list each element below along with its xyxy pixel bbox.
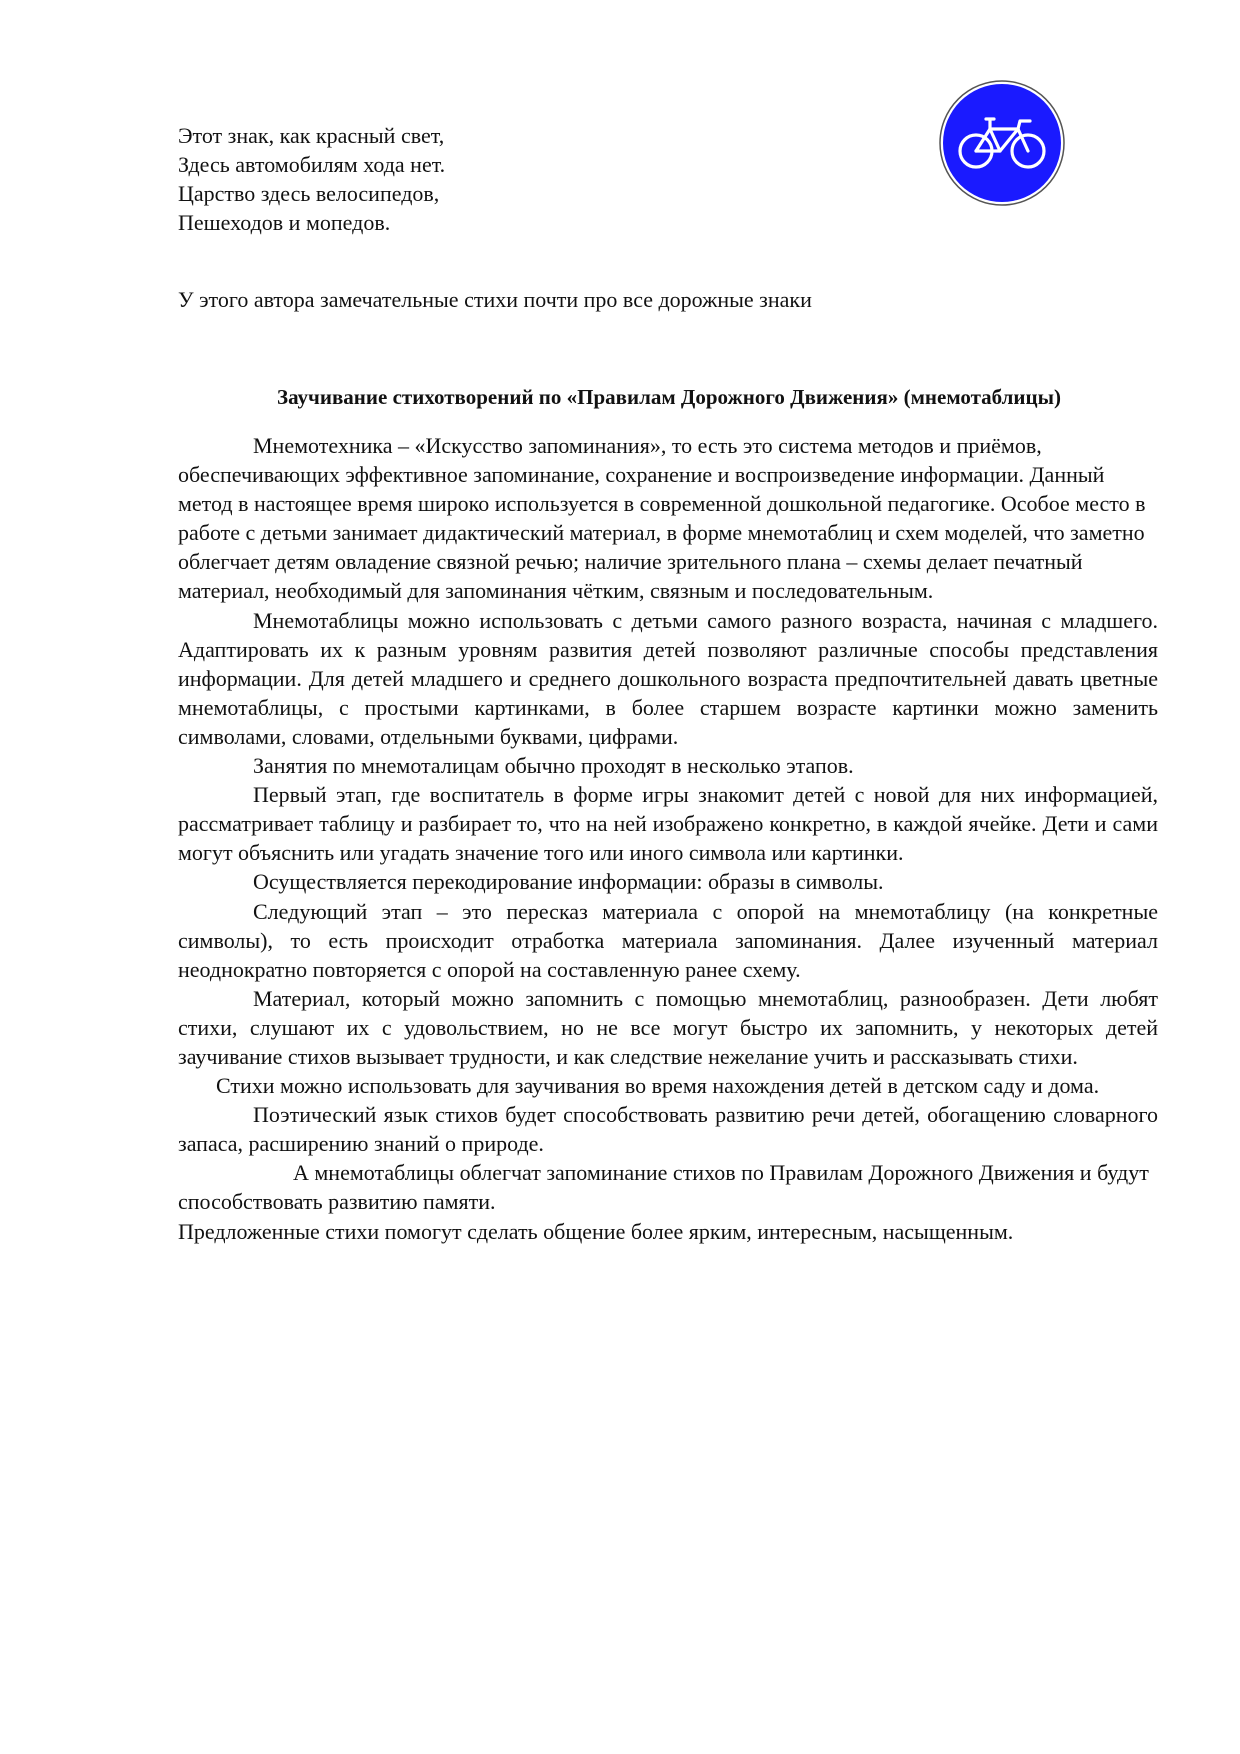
paragraph: Мнемотаблицы можно использовать с детьми самого разного возраста, начиная с младшего. Адаптировать их к разным уровням развития детей позволяют различные способы представления информации. Для детей младшего и среднего дошкольного возраста предпочтительней давать цветные мнемотаблицы, с простыми картинками, в более старшем возрасте картинки можно заменить символами, словами, отдельными буквами, цифрами. — [178, 607, 1158, 749]
poem-line: Царство здесь велосипедов, — [178, 181, 440, 206]
poem-line: Здесь автомобилям хода нет. — [178, 152, 446, 177]
paragraph: Предложенные стихи помогут сделать общение более ярким, интересным, насыщенным. — [178, 1218, 1014, 1244]
body-text — [178, 431, 1158, 1246]
paragraph: Стихи можно использовать для заучивания во время нахождения детей в детском саду и дома. — [216, 1073, 1100, 1099]
paragraph: Мнемотехника – «Искусство запоминания», то есть это система методов и приёмов, обеспечивающих эффективное запоминание, сохранение и воспроизведение информации. Данный метод в настоящее время широко используется в современной дошкольной педагогике. Особое место в работе с детьми занимает дидактический материал, в форме мнемотаблиц и схем моделей, что заметно облегчает детям овладение связной речью; наличие зрительного плана – схемы делает печатный материал, необходимый для запоминания чётким, связным и последовательным. — [178, 433, 1146, 604]
paragraph: Занятия по мнемоталицам обычно проходят в несколько этапов. — [253, 753, 854, 779]
paragraph: Материал, который можно запомнить с помощью мнемотаблиц, разнообразен. Дети любят стихи, слушают их с удовольствием, но не все могут быстро их запомнить, у некоторых детей заучивание стихов вызывает трудности, и как следствие нежелание учить и рассказывать стихи. — [178, 985, 1158, 1069]
poem — [178, 121, 445, 237]
paragraph: Следующий этап – это пересказ материала с опорой на мнемотаблицу (на конкретные символы), то есть происходит отработка материала запоминания. Далее изученный материал неоднократно повторяется с опорой на составленную ранее схему. — [178, 898, 1158, 982]
poem-line: Этот знак, как красный свет, — [178, 123, 445, 148]
paragraph: Осуществляется перекодирование информации: образы в символы. — [253, 869, 884, 895]
author-note: У этого автора замечательные стихи почти про все дорожные знаки — [178, 287, 812, 312]
paragraph: А мнемотаблицы облегчат запоминание стихов по Правилам Дорожного Движения и будут способствовать развитию памяти. — [178, 1160, 1149, 1215]
paragraph: Первый этап, где воспитатель в форме игры знакомит детей с новой для них информацией, рассматривает таблицу и разбирает то, что на ней изображено конкретно, в каждой ячейке. Дети и сами могут объяснить или угадать значение того или иного символа или картинки. — [178, 782, 1158, 866]
paragraph: Поэтический язык стихов будет способствовать развитию речи детей, обогащению словарного запаса, расширению знаний о природе. — [178, 1102, 1158, 1157]
poem-line: Пешеходов и мопедов. — [178, 210, 391, 235]
section-heading: Заучивание стихотворений по «Правилам Дорожного Движения» (мнемотаблицы) — [277, 385, 1061, 409]
bicycle-path-sign-icon — [938, 79, 1066, 207]
